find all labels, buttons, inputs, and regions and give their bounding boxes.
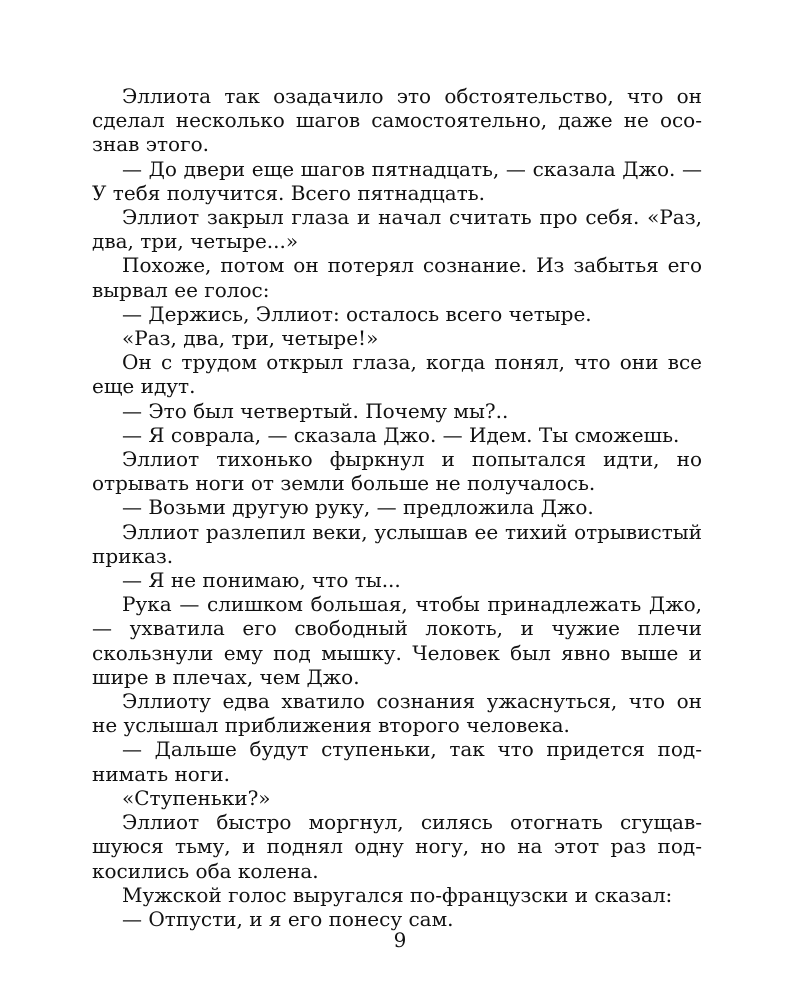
paragraph-9: — Я соврала, — сказала Джо. — Идем. Ты сможешь. (122, 422, 680, 447)
paragraph-20: — Отпусти, и я его понесу сам. (122, 906, 454, 931)
paragraph-18: Эллиот быстро моргнул, силясь отогнать сгущавшуюся тьму, и поднял одну ногу, но на этот раз подкосились оба колена. (92, 810, 702, 883)
paragraph-7: Он с трудом открыл глаза, когда понял, что они все еще идут. (92, 350, 702, 399)
paragraph-8: — Это был четвертый. Почему мы?.. (122, 398, 509, 423)
paragraph-19: Мужской голос выругался по-французски и сказал: (122, 882, 673, 907)
paragraph-10: Эллиот тихонько фыркнул и попытался идти, но отрывать ноги от земли больше не получалось. (92, 447, 702, 496)
paragraph-13: — Я не понимаю, что ты... (122, 568, 401, 593)
paragraph-11: — Возьми другую руку, — предложила Джо. (122, 495, 594, 520)
paragraph-12: Эллиот разлепил веки, услышав ее тихий отрывистый приказ. (92, 519, 702, 568)
body-text (92, 84, 702, 931)
paragraph-14: Рука — слишком большая, чтобы принадлежать Джо, — ухватила его свободный локоть, и чужие плечи скользнули ему под мышку. Человек был явно выше и шире в плечах, чем Джо. (92, 592, 702, 689)
paragraph-5: — Держись, Эллиот: осталось всего четыре. (122, 301, 592, 326)
paragraph-3: Эллиот закрыл глаза и начал считать про себя. «Раз, два, три, четыре...» (92, 205, 702, 254)
page-number: 9 (393, 928, 407, 952)
paragraph-17: «Ступеньки?» (122, 785, 271, 810)
paragraph-2: — До двери еще шагов пятнадцать, — сказала Джо. — У тебя получится. Всего пятнадцать. (92, 156, 702, 205)
paragraph-1: Эллиота так озадачило это обстоятельство, что он сделал несколько шагов самостоятельно, даже не осознав этого. (92, 84, 702, 157)
paragraph-6: «Раз, два, три, четыре!» (122, 326, 379, 351)
paragraph-4: Похоже, потом он потерял сознание. Из забытья его вырвал ее голос: (92, 253, 702, 302)
paragraph-16: — Дальше будут ступеньки, так что придется поднимать ноги. (92, 737, 702, 786)
paragraph-15: Эллиоту едва хватило сознания ужаснуться, что он не услышал приближения второго человека. (92, 689, 702, 738)
